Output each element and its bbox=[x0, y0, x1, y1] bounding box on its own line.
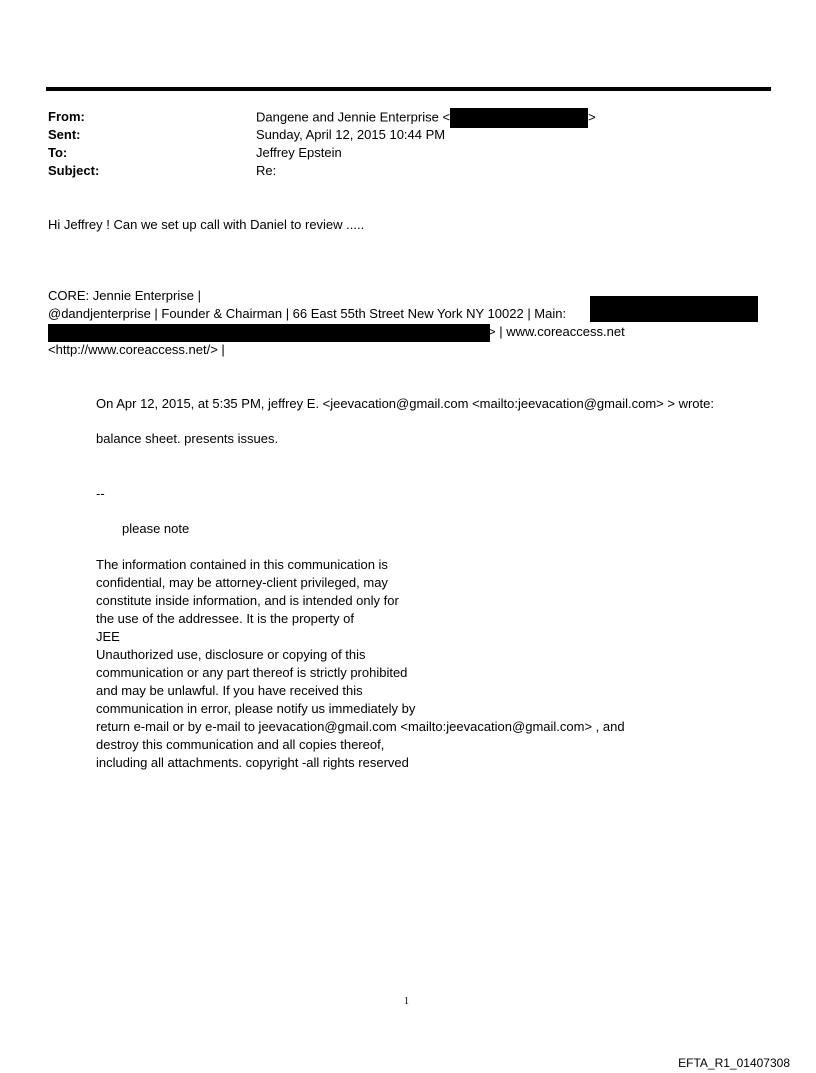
from-value bbox=[256, 108, 596, 128]
signature-line-2: @dandjenterprise | Founder & Chairman | 66 East 55th Street New York NY 10022 | Main: bbox=[48, 306, 567, 321]
disclaimer-line: The information contained in this communication is bbox=[96, 557, 388, 572]
sent-value: Sunday, April 12, 2015 10:44 PM bbox=[256, 127, 446, 142]
disclaimer-line: including all attachments. copyright -all rights reserved bbox=[96, 755, 409, 770]
from-bracket: > bbox=[588, 109, 596, 125]
redaction-block bbox=[590, 296, 758, 322]
disclaimer-line: and may be unlawful. If you have received this bbox=[96, 683, 363, 698]
signature-line-4: <http://www.coreaccess.net/> | bbox=[48, 342, 225, 357]
to-value: Jeffrey Epstein bbox=[256, 145, 342, 160]
greeting-text: Hi Jeffrey ! Can we set up call with Daniel to review ..... bbox=[48, 217, 365, 232]
quoted-message: balance sheet. presents issues. bbox=[96, 431, 279, 446]
signature-separator: -- bbox=[96, 486, 105, 501]
from-label: From: bbox=[48, 109, 85, 124]
page-number: 1 bbox=[404, 996, 409, 1007]
from-sender: Dangene and Jennie Enterprise < bbox=[256, 109, 451, 125]
subject-label: Subject: bbox=[48, 163, 100, 178]
sent-label: Sent: bbox=[48, 127, 81, 142]
disclaimer-line: communication in error, please notify us immediately by bbox=[96, 701, 416, 716]
disclaimer-line: communication or any part thereof is strictly prohibited bbox=[96, 665, 408, 680]
disclaimer-line: JEE bbox=[96, 629, 120, 644]
to-label: To: bbox=[48, 145, 68, 160]
disclaimer-line: return e-mail or by e-mail to jeevacation@gmail.com <mailto:jeevacation@gmail.com> , and bbox=[96, 719, 625, 734]
disclaimer-line: constitute inside information, and is intended only for bbox=[96, 593, 399, 608]
quoted-intro: On Apr 12, 2015, at 5:35 PM, jeffrey E. <jeevacation@gmail.com <mailto:jeevacation@gmail.com> > wrote: bbox=[96, 396, 714, 411]
bates-number: EFTA_R1_01407308 bbox=[678, 1056, 790, 1070]
disclaimer-block bbox=[96, 556, 625, 772]
signature-line-1: CORE: Jennie Enterprise | bbox=[48, 288, 201, 303]
please-note: please note bbox=[122, 521, 190, 536]
disclaimer-line: destroy this communication and all copies thereof, bbox=[96, 737, 385, 752]
subject-value: Re: bbox=[256, 163, 277, 178]
disclaimer-line: confidential, may be attorney-client privileged, may bbox=[96, 575, 388, 590]
redaction-block bbox=[450, 108, 588, 128]
disclaimer-line: Unauthorized use, disclosure or copying of this bbox=[96, 647, 366, 662]
header-divider bbox=[46, 87, 771, 91]
disclaimer-line: the use of the addressee. It is the property of bbox=[96, 611, 354, 626]
redaction-block bbox=[48, 324, 490, 342]
signature-line-3: > | www.coreaccess.net bbox=[488, 324, 625, 339]
